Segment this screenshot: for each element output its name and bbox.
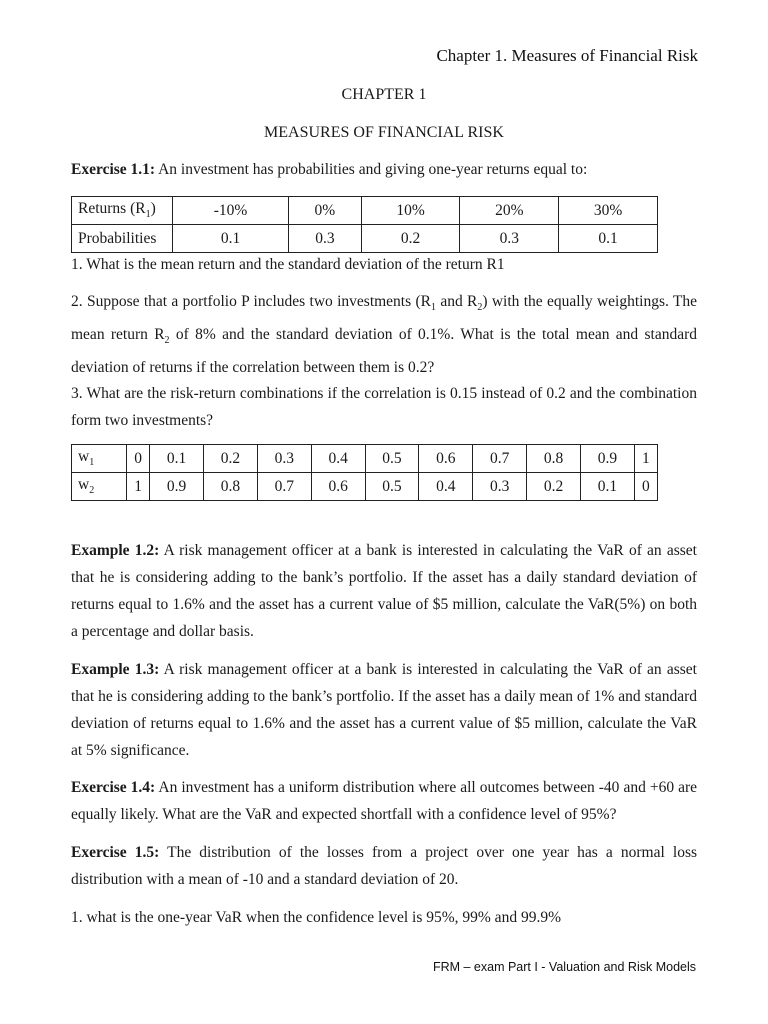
- returns-table: [71, 196, 658, 253]
- exercise-text: An investment has probabilities and giving one-year returns equal to:: [155, 161, 588, 178]
- table-cell: 0.7: [473, 445, 527, 473]
- table-row-header: Returns $(R_1)$: [72, 197, 173, 225]
- table-cell: 0.8: [527, 445, 581, 473]
- example-text: A risk management officer at a bank is interested in calculating the VaR of an asset that he is considering adding to the bank’s portfolio. If the asset has a daily standard deviation of returns equal to 1.6% and the asset has a current value of $5 million, calculate the VaR(5%) on both a percentage and dollar basis.: [71, 542, 697, 640]
- question-2: 2. Suppose that a portfolio P includes two investments ($R_1$ and $R_2$) with the equally weightings. The mean return $R_2$ of 8% and the standard deviation of 0.1%. What is the total mean and standard deviation of returns if the correlation between them is 0.2?: [71, 293, 697, 377]
- exercise-label: Exercise 1.5:: [71, 844, 160, 861]
- exercise-1-1-intro: [71, 156, 697, 183]
- table-cell: 0: [634, 473, 657, 501]
- table-cell: 0.1: [150, 445, 204, 473]
- exercise-text: An investment has a uniform distribution where all outcomes between -40 and +60 are equally likely. What are the VaR and expected shortfall with a confidence level of 95%?: [71, 779, 697, 823]
- exercise-1-5: [71, 839, 697, 893]
- table-cell: 0.2: [361, 225, 460, 253]
- table-cell: 20%: [460, 197, 559, 225]
- table-cell: 0.6: [419, 445, 473, 473]
- chapter-title: MEASURES OF FINANCIAL RISK: [264, 124, 504, 141]
- table-cell: 0.2: [527, 473, 581, 501]
- table-row: [72, 197, 658, 225]
- table-cell: 0.9: [581, 445, 635, 473]
- question-3: 3. What are the risk-return combinations if the correlation is 0.15 instead of 0.2 and the combination form two investments?: [71, 385, 697, 429]
- example-1-3: [71, 656, 697, 764]
- exercise-label: Exercise 1.4:: [71, 779, 156, 796]
- example-1-2: [71, 537, 697, 645]
- running-header: Chapter 1. Measures of Financial Risk: [436, 46, 698, 65]
- chapter-number: CHAPTER 1: [341, 86, 427, 103]
- table-cell: 0.9: [150, 473, 204, 501]
- table-cell: 30%: [559, 197, 658, 225]
- example-label: Example 1.3:: [71, 661, 160, 678]
- exercise-label: Exercise 1.1:: [71, 161, 156, 178]
- table-cell: 0.4: [419, 473, 473, 501]
- table-cell: 0.3: [473, 473, 527, 501]
- table-cell: -10%: [173, 197, 289, 225]
- table-cell: 0.6: [311, 473, 365, 501]
- table-row-header: $w_2$: [72, 473, 127, 501]
- table-cell: 0%: [289, 197, 362, 225]
- weights-table: [71, 444, 658, 501]
- table-row-header: $w_1$: [72, 445, 127, 473]
- table-cell: 0.4: [311, 445, 365, 473]
- table-cell: 1: [127, 473, 150, 501]
- table-row-header: Probabilities: [72, 225, 173, 253]
- example-text: A risk management officer at a bank is interested in calculating the VaR of an asset that he is considering adding to the bank’s portfolio. If the asset has a daily mean of 1% and standard deviation of returns equal to 1.6% and the asset has a current value of $5 million, calculate the VaR at 5% significance.: [71, 661, 697, 759]
- table-cell: 0.1: [173, 225, 289, 253]
- exercise-1-5-question-1: 1. what is the one-year VaR when the confidence level is 95%, 99% and 99.9%: [71, 909, 561, 926]
- table-cell: 0.3: [257, 445, 311, 473]
- exercise-1-4: [71, 774, 697, 828]
- page-footer: FRM – exam Part I - Valuation and Risk Models: [432, 960, 696, 974]
- table-cell: 0.1: [581, 473, 635, 501]
- exercise-text: The distribution of the losses from a project over one year has a normal loss distribution with a mean of -10 and a standard deviation of 20.: [71, 844, 698, 888]
- example-label: Example 1.2:: [71, 542, 160, 559]
- table-cell: 10%: [361, 197, 460, 225]
- table-cell: 0.3: [460, 225, 559, 253]
- table-cell: 0.7: [257, 473, 311, 501]
- table-cell: 0.3: [289, 225, 362, 253]
- table-row: [72, 473, 658, 501]
- table-cell: 0.5: [365, 473, 419, 501]
- table-cell: 0: [127, 445, 150, 473]
- table-cell: 1: [634, 445, 657, 473]
- question-1: 1. What is the mean return and the standard deviation of the return R1: [71, 256, 505, 273]
- table-cell: 0.2: [203, 445, 257, 473]
- table-cell: 0.5: [365, 445, 419, 473]
- table-cell: 0.1: [559, 225, 658, 253]
- table-row: [72, 225, 658, 253]
- table-cell: 0.8: [203, 473, 257, 501]
- table-row: [72, 445, 658, 473]
